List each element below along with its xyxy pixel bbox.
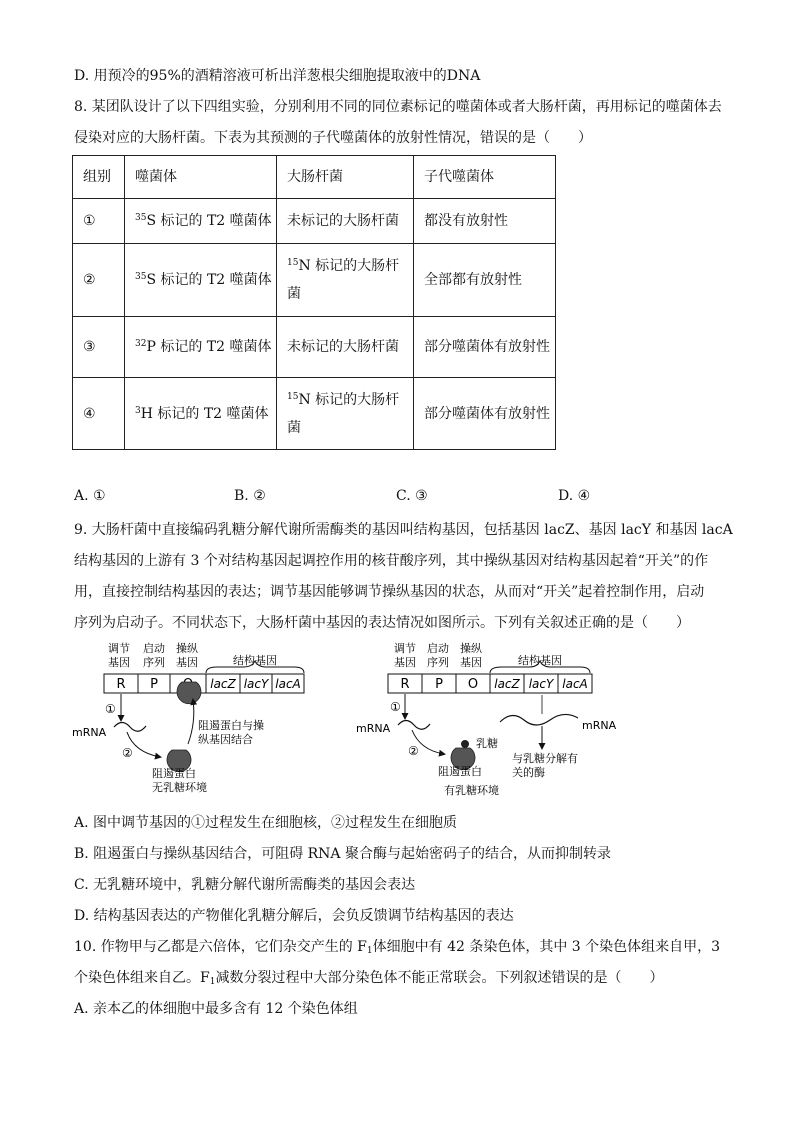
cell-phage: $^{35}$S 标记的 T2 噬菌体 xyxy=(125,199,277,244)
q9-stem-line-1: 9. 大肠杆菌中直接编码乳糖分解代谢所需酶类的基因叫结构基因，包括基因 lacZ、基因 lacY 和基因 lacA xyxy=(74,522,733,538)
env-no-lactose: 无乳糖环境 xyxy=(152,781,207,794)
q9-stem-line-4: 序列为启动子。不同状态下，大肠杆菌中基因的表达情况如图所示。下列有关叙述正确的是（ ） xyxy=(74,615,690,631)
label-regulator-gene-r2: 基因 xyxy=(394,656,416,669)
cell-ecoli: $^{15}$N 标记的大肠杆 菌 xyxy=(277,244,414,317)
cell-ecoli: $^{15}$N 标记的大肠杆 菌 xyxy=(277,378,414,450)
header-group: 组别 xyxy=(73,156,125,199)
header-offspring: 子代噬菌体 xyxy=(414,156,556,199)
table-row xyxy=(73,317,556,378)
label-promoter-l2: 序列 xyxy=(143,656,165,669)
label-regulator-gene-l1: 调节 xyxy=(108,642,130,655)
q8-option-a[interactable]: A. ① xyxy=(74,488,106,504)
gene-laca-right: lacA xyxy=(562,677,588,691)
label-operator-r1: 操纵 xyxy=(460,642,482,655)
lac-operon-figure xyxy=(72,640,632,810)
q9-option-d[interactable]: D. 结构基因表达的产物催化乳糖分解后，会负反馈调节结构基因的表达 xyxy=(74,908,514,924)
q8-stem-line-1: 8. 某团队设计了以下四组实验，分别利用不同的同位素标记的噬菌体或者大肠杆菌，再用标记的噬菌体去 xyxy=(74,99,722,115)
gene-lacy-right: lacY xyxy=(528,677,554,691)
q9-stem-line-3: 用，直接控制结构基因的表达；调节基因能够调节操纵基因的状态，从而对“开关”起着控制作用，启动 xyxy=(74,584,705,600)
box-p: P xyxy=(150,677,158,692)
mrna-label-structural: mRNA xyxy=(582,719,617,732)
mrna-wave-left xyxy=(114,723,146,732)
label-promoter-r1: 启动 xyxy=(427,642,449,655)
table-row xyxy=(73,378,556,450)
q9-option-b[interactable]: B. 阻遏蛋白与操纵基因结合，可阻碍 RNA 聚合酶与起始密码子的结合，从而抑制转录 xyxy=(74,846,611,862)
circle-1-right: ① xyxy=(390,700,401,714)
q10-stem-line-2: 个染色体组来自乙。$F_1$减数分裂过程中大部分染色体不能正常联会。下列叙述错误的是（ ） xyxy=(74,970,664,987)
cell-offspring: 部分噬菌体有放射性 xyxy=(414,317,556,378)
gene-laca: lacA xyxy=(275,677,301,691)
q8-option-d[interactable]: D. ④ xyxy=(558,488,591,504)
q10-option-a[interactable]: A. 亲本乙的体细胞中最多含有 12 个染色体组 xyxy=(74,1001,358,1017)
cell-phage: $^3$H 标记的 T2 噬菌体 xyxy=(125,378,277,450)
table-row xyxy=(73,199,556,244)
q10-stem-line-1: 10. 作物甲与乙都是六倍体，它们杂交产生的 $F_1$体细胞中有 42 条染色体，其中 3 个染色体组来自甲，3 xyxy=(74,939,721,956)
enzyme-label-l1: 与乳糖分解有 xyxy=(512,752,578,765)
cell-group: ③ xyxy=(73,317,125,378)
cell-ecoli: 未标记的大肠杆菌 xyxy=(277,317,414,378)
table-header-row xyxy=(73,156,556,199)
header-phage: 噬菌体 xyxy=(125,156,277,199)
label-promoter-l1: 启动 xyxy=(143,642,165,655)
repressor-bound-icon xyxy=(177,682,201,704)
prev-option-d: D. 用预冷的95%的酒精溶液可析出洋葱根尖细胞提取液中的DNA xyxy=(74,68,481,84)
cell-offspring: 都没有放射性 xyxy=(414,199,556,244)
label-structural-genes: 结构基因 xyxy=(233,654,277,667)
cell-group: ④ xyxy=(73,378,125,450)
gene-lacz: lacZ xyxy=(210,677,236,691)
q9-option-c[interactable]: C. 无乳糖环境中，乳糖分解代谢所需酶类的基因会表达 xyxy=(74,877,416,893)
label-operator-r2: 基因 xyxy=(460,656,482,669)
label-promoter-r2: 序列 xyxy=(427,656,449,669)
enzyme-label-l2: 关的酶 xyxy=(512,766,545,779)
box-r-right: R xyxy=(400,677,410,692)
box-r: R xyxy=(116,677,126,692)
circle-2-right: ② xyxy=(408,744,419,758)
gene-lacy: lacY xyxy=(243,677,269,691)
lactose-icon xyxy=(461,740,469,748)
circle-2-left: ② xyxy=(122,746,133,760)
label-regulator-gene-l2: 基因 xyxy=(108,656,130,669)
lac-operon-diagram xyxy=(72,640,632,810)
mrna-wave-right xyxy=(398,721,430,730)
q8-option-c[interactable]: C. ③ xyxy=(396,488,428,504)
mrna-label-left: mRNA xyxy=(72,726,107,739)
repressor-label-left: 阻遏蛋白 xyxy=(152,767,196,780)
mrna-label-right: mRNA xyxy=(356,722,391,735)
label-operator-l2: 基因 xyxy=(176,656,198,669)
cell-offspring: 全部都有放射性 xyxy=(414,244,556,317)
q8-options xyxy=(74,488,734,510)
label-operator-l1: 操纵 xyxy=(176,642,198,655)
cell-phage: $^{32}$P 标记的 T2 噬菌体 xyxy=(125,317,277,378)
dna-bar xyxy=(104,674,304,693)
lactose-label: 乳糖 xyxy=(476,737,498,750)
bind-label-l2: 纵基因结合 xyxy=(198,733,253,746)
box-p-right: P xyxy=(435,677,443,692)
q8-table xyxy=(72,155,556,450)
q9-stem-line-2: 结构基因的上游有 3 个对结构基因起调控作用的核苷酸序列，其中操纵基因对结构基因起着“开关”的作 xyxy=(74,553,709,569)
cell-ecoli: 未标记的大肠杆菌 xyxy=(277,199,414,244)
label-regulator-gene-r1: 调节 xyxy=(394,642,416,655)
gene-lacz-right: lacZ xyxy=(494,677,520,691)
repressor-label-right: 阻遏蛋白 xyxy=(438,765,482,778)
table-row xyxy=(73,244,556,317)
bind-label-l1: 阻遏蛋白与操 xyxy=(198,719,264,732)
q9-option-a[interactable]: A. 图中调节基因的①过程发生在细胞核，②过程发生在细胞质 xyxy=(74,815,458,831)
circle-1-left: ① xyxy=(105,702,116,716)
q8-stem-line-2: 侵染对应的大肠杆菌。下表为其预测的子代噬菌体的放射性情况，错误的是（ ） xyxy=(74,130,592,146)
cell-offspring: 部分噬菌体有放射性 xyxy=(414,378,556,450)
cell-group: ① xyxy=(73,199,125,244)
header-ecoli: 大肠杆菌 xyxy=(277,156,414,199)
cell-group: ② xyxy=(73,244,125,317)
box-o-right: O xyxy=(467,677,479,692)
mrna-wave-structural xyxy=(500,714,578,725)
cell-phage: $^{35}$S 标记的 T2 噬菌体 xyxy=(125,244,277,317)
label-structural-genes-right: 结构基因 xyxy=(518,654,562,667)
env-with-lactose: 有乳糖环境 xyxy=(444,784,499,797)
q8-option-b[interactable]: B. ② xyxy=(234,488,266,504)
